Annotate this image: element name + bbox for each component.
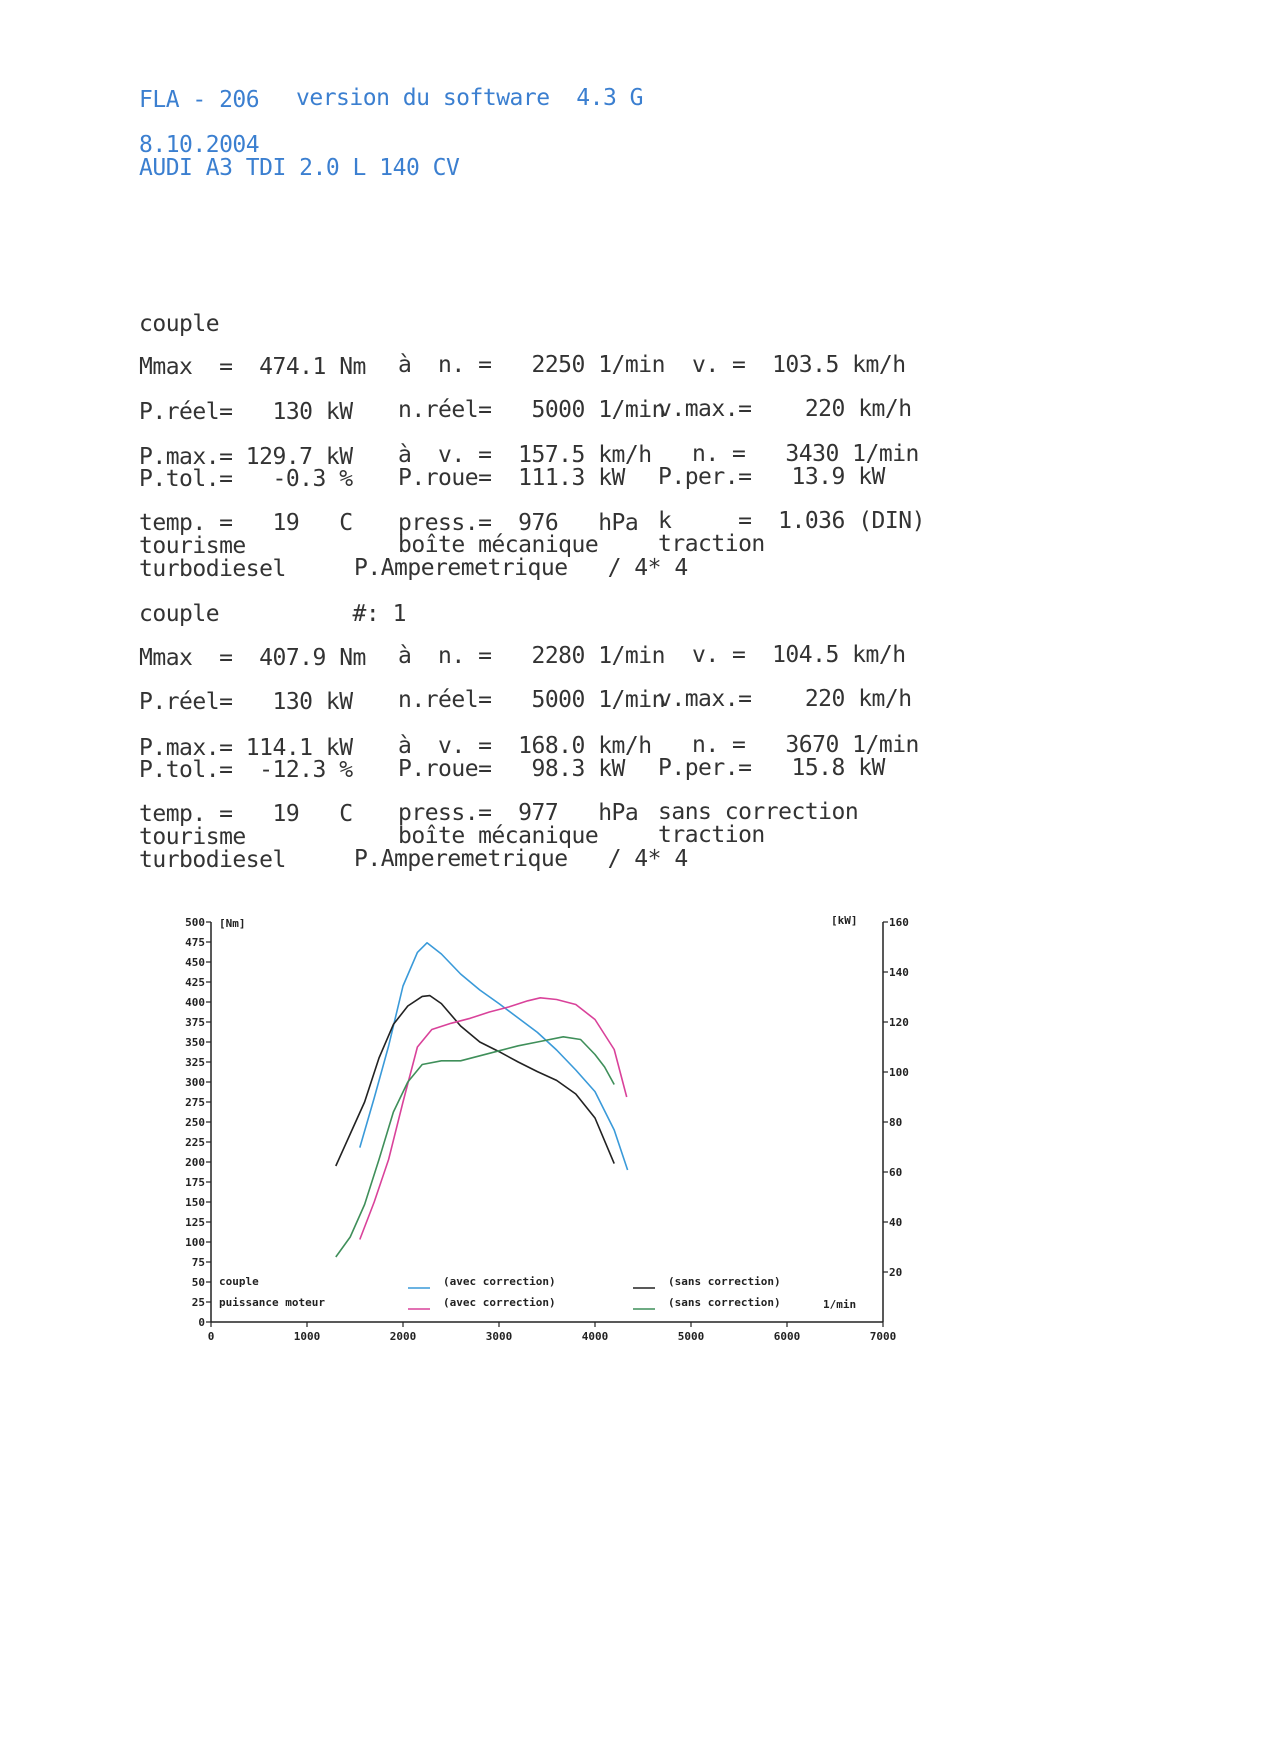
block2-correction: sans correction — [658, 799, 859, 825]
block1-at-n: à n. = 2250 1/min — [398, 352, 665, 378]
legend-entry-2: (avec correction) — [443, 1296, 556, 1309]
y-right-tick-label: 40 — [889, 1216, 903, 1229]
x-tick-label: 3000 — [485, 1330, 513, 1343]
y-left-tick-label: 125 — [185, 1216, 205, 1229]
y-left-tick-label: 375 — [185, 1016, 205, 1029]
block1-ptol: P.tol.= -0.3 % — [139, 466, 353, 492]
y-left-tick-label: 475 — [185, 936, 205, 949]
block1-proue: P.roue= 111.3 kW — [398, 465, 625, 491]
y-left-tick-label: 0 — [198, 1316, 205, 1329]
block2-vmax: v.max.= 220 km/h — [658, 686, 912, 712]
block2-traction: traction — [658, 822, 765, 848]
legend-entry-3: (sans correction) — [668, 1296, 781, 1309]
block2-mmax: Mmax = 407.9 Nm — [139, 645, 366, 671]
software-version: version du software 4.3 G — [296, 85, 644, 111]
x-tick-label: 2000 — [389, 1330, 417, 1343]
block2-nreel: n.réel= 5000 1/min — [398, 687, 665, 713]
block2-pmax: P.max.= 114.1 kW — [139, 735, 353, 761]
y-left-tick-label: 150 — [185, 1196, 205, 1209]
series-line-1 — [336, 996, 614, 1166]
y-right-tick-label: 160 — [889, 916, 909, 929]
block1-amperemetric: P.Amperemetrique / 4* 4 — [354, 555, 688, 581]
block1-pper: P.per.= 13.9 kW — [658, 464, 885, 490]
x-unit-label: 1/min — [823, 1298, 857, 1311]
block1-temp: temp. = 19 C — [139, 510, 353, 536]
legend-entry-1: (sans correction) — [668, 1275, 781, 1288]
block1-turbodiesel: turbodiesel — [139, 556, 286, 582]
left-unit-label: [Nm] — [219, 917, 246, 930]
report-date: 8.10.2004 — [139, 132, 260, 158]
block1-pressure: press.= 976 hPa — [398, 510, 639, 536]
y-right-tick-label: 120 — [889, 1016, 909, 1029]
legend-entry-0: (avec correction) — [443, 1275, 556, 1288]
chart-legend — [219, 1275, 781, 1309]
block1-tourisme: tourisme — [139, 533, 246, 559]
block1-mmax: Mmax = 474.1 Nm — [139, 354, 366, 380]
y-right-tick-label: 80 — [889, 1116, 903, 1129]
block1-preel: P.réel= 130 kW — [139, 399, 353, 425]
legend-row1-label: couple — [219, 1275, 259, 1288]
y-right-tick-label: 60 — [889, 1166, 903, 1179]
x-tick-label: 5000 — [677, 1330, 705, 1343]
y-left-tick-label: 75 — [191, 1256, 205, 1269]
block1-vmax: v.max.= 220 km/h — [658, 396, 912, 422]
y-left-tick-label: 200 — [185, 1156, 205, 1169]
chart-series — [336, 943, 628, 1257]
block2-temp: temp. = 19 C — [139, 801, 353, 827]
y-left-tick-label: 400 — [185, 996, 205, 1009]
block1-nreel: n.réel= 5000 1/min — [398, 397, 665, 423]
vehicle-name: AUDI A3 TDI 2.0 L 140 CV — [139, 155, 460, 181]
y-left-tick-label: 500 — [185, 916, 205, 929]
system-id: FLA - 206 — [139, 87, 260, 113]
block2-turbodiesel: turbodiesel — [139, 847, 286, 873]
y-left-tick-label: 175 — [185, 1176, 205, 1189]
block1-n: n. = 3430 1/min — [692, 441, 919, 467]
block2-preel: P.réel= 130 kW — [139, 689, 353, 715]
x-tick-label: 4000 — [581, 1330, 609, 1343]
block1-gearbox: boîte mécanique — [398, 532, 599, 558]
right-unit-label: [kW] — [831, 914, 858, 927]
block1-traction: traction — [658, 531, 765, 557]
y-left-tick-label: 250 — [185, 1116, 205, 1129]
block1-speed: v. = 103.5 km/h — [692, 352, 906, 378]
y-left-tick-label: 300 — [185, 1076, 205, 1089]
legend-row2-label: puissance moteur — [219, 1296, 325, 1309]
y-left-tick-label: 450 — [185, 956, 205, 969]
y-right-tick-label: 140 — [889, 966, 909, 979]
y-right-tick-label: 100 — [889, 1066, 909, 1079]
block2-at-v: à v. = 168.0 km/h — [398, 733, 652, 759]
series-line-3 — [336, 1037, 614, 1257]
block2-pressure: press.= 977 hPa — [398, 800, 639, 826]
y-left-tick-label: 25 — [191, 1296, 205, 1309]
block2-speed: v. = 104.5 km/h — [692, 642, 906, 668]
x-tick-label: 1000 — [293, 1330, 321, 1343]
y-left-tick-label: 225 — [185, 1136, 205, 1149]
block2-gearbox: boîte mécanique — [398, 823, 599, 849]
block1-at-v: à v. = 157.5 km/h — [398, 442, 652, 468]
y-right-tick-label: 20 — [889, 1266, 903, 1279]
x-tick-label: 0 — [207, 1330, 215, 1343]
y-left-tick-label: 100 — [185, 1236, 205, 1249]
block2-title: couple #: 1 — [139, 601, 406, 627]
y-left-tick-label: 275 — [185, 1096, 205, 1109]
chart-frame — [211, 922, 883, 1322]
block2-n: n. = 3670 1/min — [692, 732, 919, 758]
block2-pper: P.per.= 15.8 kW — [658, 755, 885, 781]
block1-k-factor: k = 1.036 (DIN) — [658, 508, 925, 534]
y-left-tick-label: 50 — [191, 1276, 205, 1289]
block2-at-n: à n. = 2280 1/min — [398, 643, 665, 669]
y-left-tick-label: 350 — [185, 1036, 205, 1049]
block2-ptol: P.tol.= -12.3 % — [139, 757, 353, 783]
block2-amperemetric: P.Amperemetrique / 4* 4 — [354, 846, 688, 872]
block1-pmax: P.max.= 129.7 kW — [139, 444, 353, 470]
y-left-tick-label: 425 — [185, 976, 205, 989]
series-line-2 — [360, 998, 627, 1240]
block2-proue: P.roue= 98.3 kW — [398, 756, 625, 782]
x-tick-label: 7000 — [869, 1330, 897, 1343]
series-line-0 — [360, 943, 628, 1170]
block1-title: couple — [139, 311, 220, 337]
x-tick-label: 6000 — [773, 1330, 801, 1343]
y-left-tick-label: 325 — [185, 1056, 205, 1069]
block2-tourisme: tourisme — [139, 824, 246, 850]
